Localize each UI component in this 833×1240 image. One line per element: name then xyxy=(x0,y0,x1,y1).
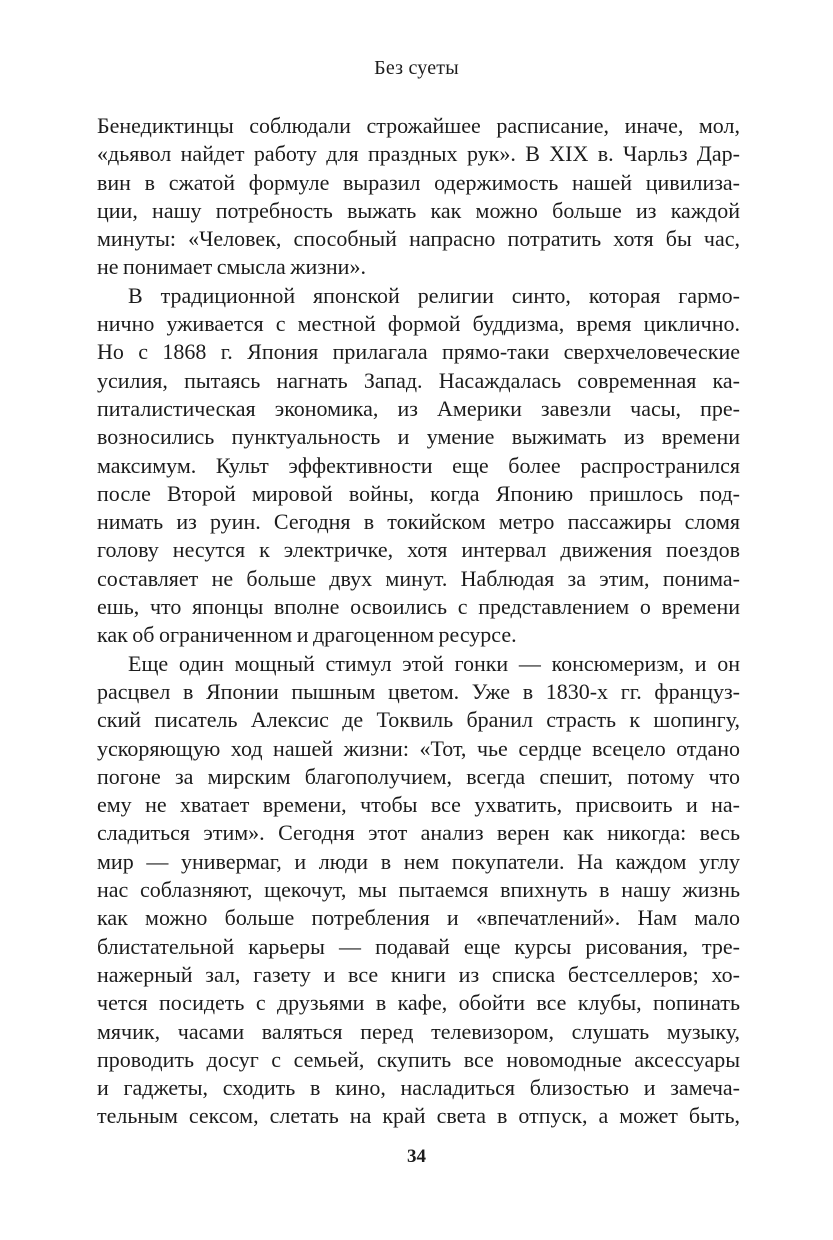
text-line: ции, нашу потребность выжать как можно больше из каждой xyxy=(97,197,740,223)
text-line: максимум. Культ эффективности еще более распространился xyxy=(97,452,740,478)
paragraph xyxy=(97,650,740,1131)
text-line: нично уживается с местной формой буддизма, время циклично. xyxy=(97,311,740,337)
text-line: минуты: «Человек, способный напрасно потратить хотя бы час, xyxy=(97,226,740,252)
text-line: Но с 1868 г. Япония прилагала прямо-таки сверхчеловеческие xyxy=(97,339,740,365)
text-line: и гаджеты, сходить в кино, насладиться близостью и замеча- xyxy=(97,1075,740,1101)
text-line: В традиционной японской религии синто, которая гармо- xyxy=(128,282,740,308)
text-line: нажерный зал, газету и все книги из списка бестселлеров; хо- xyxy=(97,961,740,987)
text-line: ускоряющую ход нашей жизни: «Тот, чье сердце всецело отдано xyxy=(97,735,740,761)
paragraph xyxy=(97,112,740,282)
text-line: не понимает смысла жизни». xyxy=(97,254,366,280)
text-line: «дьявол найдет работу для праздных рук». В XIX в. Чарльз Дар- xyxy=(97,141,740,167)
text-line: проводить досуг с семьей, скупить все новомодные аксессуары xyxy=(97,1046,740,1072)
text-line: как об ограниченном и драгоценном ресурсе. xyxy=(97,622,517,648)
text-line: мир — универмаг, и люди в нем покупатели. На каждом углу xyxy=(97,848,740,874)
paragraph xyxy=(97,282,740,650)
text-line: нас соблазняют, щекочут, мы пытаемся впихнуть в нашу жизнь xyxy=(97,877,740,903)
text-line: Бенедиктинцы соблюдали строжайшее расписание, иначе, мол, xyxy=(97,113,740,138)
page-number: 34 xyxy=(407,1146,426,1167)
text-line: вин в сжатой формуле выразил одержимость нашей цивилиза- xyxy=(97,169,740,195)
text-line: питалистическая экономика, из Америки завезли часы, пре- xyxy=(97,395,740,421)
text-line: ешь, что японцы вполне освоились с представлением о времени xyxy=(97,594,740,620)
text-line: возносились пунктуальность и умение выжимать из времени xyxy=(97,424,740,450)
text-line: как можно больше потребления и «впечатлений». Нам мало xyxy=(97,905,740,931)
text-line: ему не хватает времени, чтобы все ухватить, присвоить и на- xyxy=(97,792,740,818)
text-line: мячик, часами валяться перед телевизором, слушать музыку, xyxy=(97,1018,740,1044)
text-line: после Второй мировой войны, когда Японию пришлось под- xyxy=(97,480,740,506)
text-line: голову несутся к электричке, хотя интервал движения поездов xyxy=(97,537,740,563)
text-line: блистательной карьеры — подавай еще курсы рисования, тре- xyxy=(97,933,740,959)
running-head: Без суеты xyxy=(374,57,459,79)
text-line: сладиться этим». Сегодня этот анализ верен как никогда: весь xyxy=(97,820,740,846)
text-line: нимать из руин. Сегодня в токийском метро пассажиры сломя xyxy=(97,509,740,535)
text-line: тельным сексом, слетать на край света в отпуск, а может быть, xyxy=(97,1103,740,1129)
text-line: ский писатель Алексис де Токвиль бранил страсть к шопингу, xyxy=(97,707,740,733)
text-line: чется посидеть с друзьями в кафе, обойти все клубы, попинать xyxy=(97,990,740,1016)
text-line: составляет не больше двух минут. Наблюдая за этим, понима- xyxy=(97,565,740,591)
text-line: погоне за мирским благополучием, всегда спешит, потому что xyxy=(97,763,740,789)
text-line: расцвел в Японии пышным цветом. Уже в 1830-х гг. француз- xyxy=(97,678,740,704)
text-line: усилия, пытаясь нагнать Запад. Насаждалась современная ка- xyxy=(97,367,740,393)
body-text xyxy=(97,112,740,1131)
text-line: Еще один мощный стимул этой гонки — консюмеризм, и он xyxy=(128,650,740,676)
